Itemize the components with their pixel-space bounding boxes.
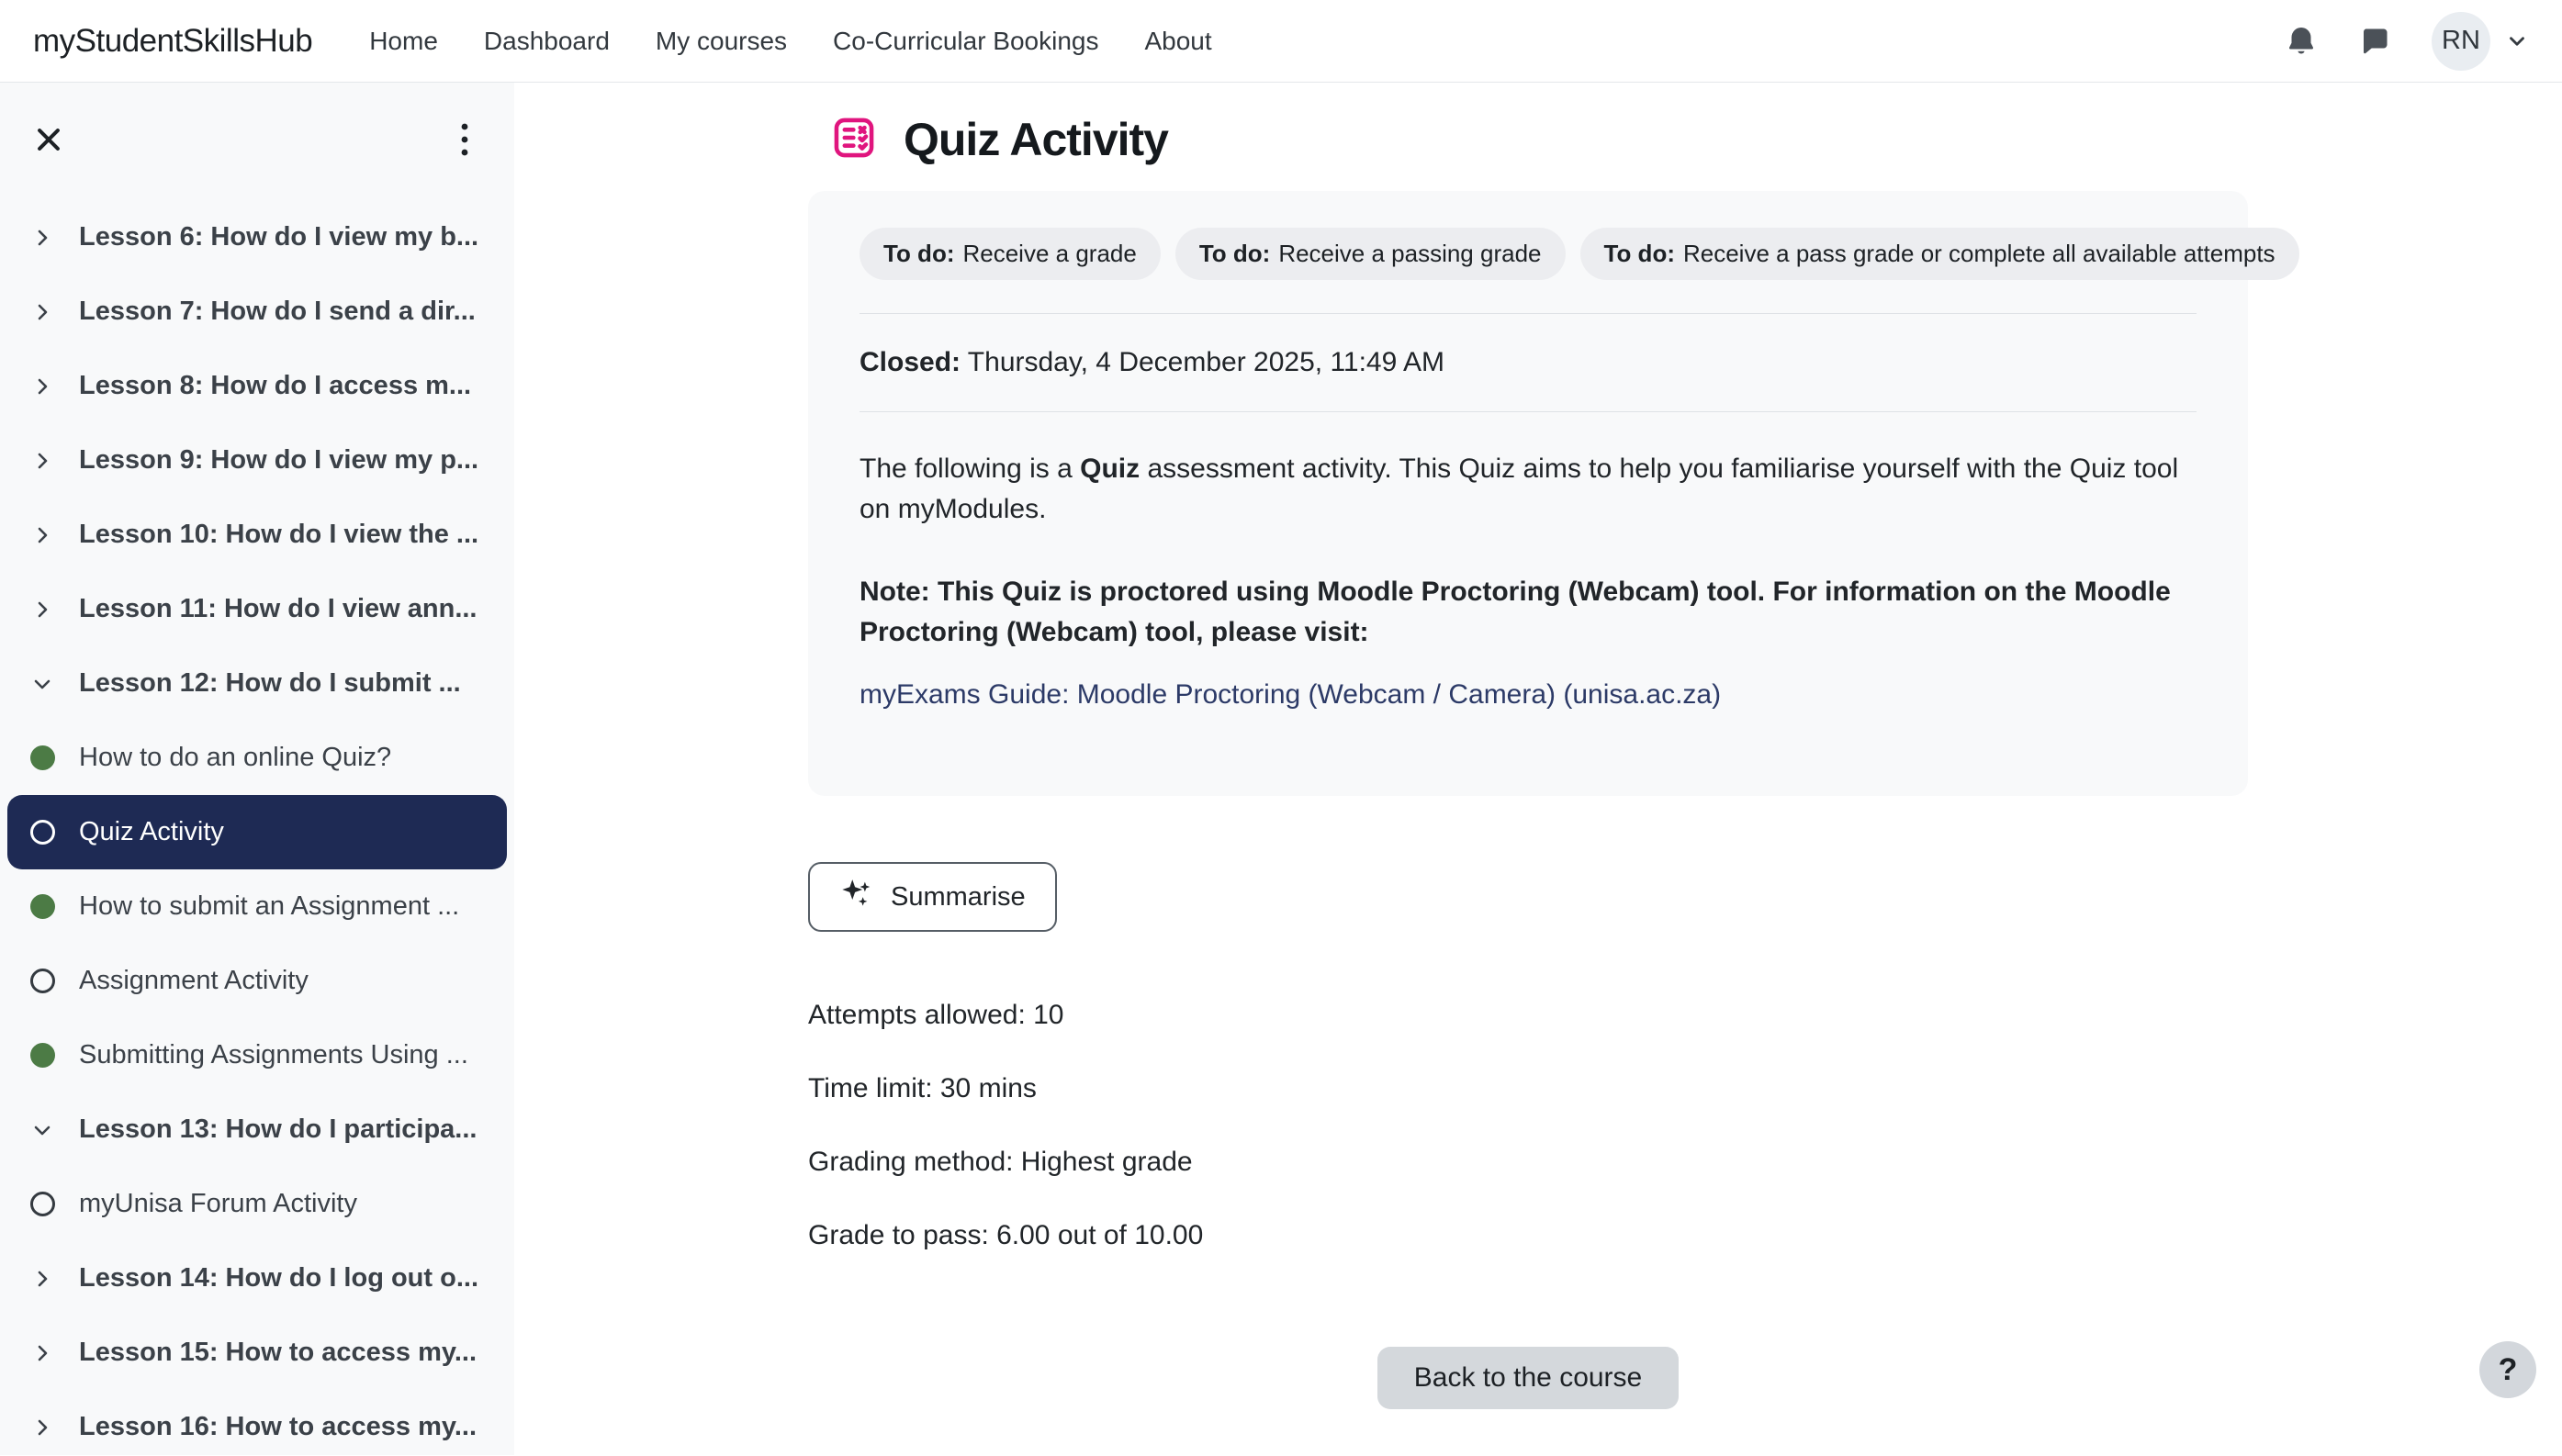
sidebar-item-label: Lesson 10: How do I view the ... — [79, 520, 479, 549]
divider — [860, 411, 2197, 412]
sidebar-item-lesson-10[interactable] — [7, 498, 507, 572]
sidebar-item-lesson-16[interactable] — [7, 1390, 507, 1455]
page-title: Quiz Activity — [904, 114, 1168, 165]
main-content — [514, 83, 2562, 1455]
sidebar-item-label: Quiz Activity — [79, 817, 224, 846]
avatar[interactable]: RN — [2432, 12, 2490, 71]
close-icon[interactable] — [33, 124, 64, 155]
divider — [860, 313, 2197, 314]
description-bold: Quiz — [1080, 454, 1141, 484]
time-limit: Time limit: 30 mins — [808, 1073, 1037, 1103]
grading-method: Grading method: Highest grade — [808, 1147, 1193, 1177]
sidebar-item-myunisa-forum-activity[interactable] — [7, 1167, 507, 1241]
chevron-right-icon — [29, 1342, 55, 1364]
sidebar-item-lesson-6[interactable] — [7, 200, 507, 274]
incomplete-dot-icon — [29, 969, 55, 993]
back-button-row — [808, 1347, 2248, 1409]
closed-label: Closed: — [860, 347, 961, 377]
sidebar-item-label: Lesson 6: How do I view my b... — [79, 222, 479, 252]
attempts-allowed: Attempts allowed: 10 — [808, 1000, 1064, 1030]
user-menu[interactable] — [2432, 12, 2529, 71]
todo-badge-text: Receive a pass grade or complete all available attempts — [1682, 240, 2275, 267]
drawer-header — [0, 83, 514, 196]
todo-badge — [1175, 228, 1566, 280]
sidebar-item-label: Submitting Assignments Using ... — [79, 1040, 468, 1070]
chevron-right-icon — [29, 524, 55, 546]
sidebar-item-label: How to do an online Quiz? — [79, 743, 392, 772]
incomplete-dot-icon — [29, 1192, 55, 1216]
sidebar-item-lesson-12[interactable] — [7, 646, 507, 721]
completed-dot-icon — [29, 745, 55, 770]
chevron-down-icon — [29, 673, 55, 695]
chevron-right-icon — [29, 1417, 55, 1439]
description-text: assessment activity. This Quiz aims to help you familiarise yourself with the Quiz tool on myModules. — [860, 454, 2179, 524]
closed-value: Thursday, 4 December 2025, 11:49 AM — [961, 347, 1444, 377]
todo-badge — [860, 228, 1161, 280]
chevron-right-icon — [29, 1268, 55, 1290]
sidebar-item-label: Lesson 15: How to access my... — [79, 1338, 478, 1367]
activity-heading — [830, 95, 2562, 184]
notifications-bell-icon[interactable] — [2285, 25, 2318, 58]
sidebar-item-label: How to submit an Assignment ... — [79, 891, 460, 921]
grade-to-pass: Grade to pass: 6.00 out of 10.00 — [808, 1220, 1204, 1250]
nav-item-my-courses[interactable]: My courses — [655, 26, 788, 55]
activity-description — [860, 449, 2197, 530]
chevron-right-icon — [29, 375, 55, 398]
sidebar-item-label: Lesson 11: How do I view ann... — [79, 594, 478, 623]
sidebar-item-lesson-13[interactable] — [7, 1092, 507, 1167]
todo-badge-text: Receive a grade — [962, 240, 1137, 267]
course-index-drawer — [0, 83, 514, 1455]
course-index-list — [0, 196, 514, 1455]
chevron-right-icon — [29, 599, 55, 621]
nav-item-co-curricular-bookings[interactable]: Co-Curricular Bookings — [833, 26, 1099, 55]
incomplete-dot-icon — [29, 820, 55, 845]
nav-item-dashboard[interactable]: Dashboard — [483, 26, 610, 55]
sidebar-item-label: Lesson 9: How do I view my p... — [79, 445, 479, 475]
sidebar-item-submitting-assignments[interactable] — [7, 1018, 507, 1092]
sidebar-item-lesson-14[interactable] — [7, 1241, 507, 1316]
sidebar-item-quiz-activity[interactable] — [7, 795, 507, 869]
myexams-guide-link[interactable]: myExams Guide: Moodle Proctoring (Webcam / Camera) (unisa.ac.za) — [860, 679, 1722, 710]
todo-badge-prefix: To do: — [1198, 240, 1271, 267]
sidebar-item-label: Lesson 12: How do I submit ... — [79, 668, 461, 698]
chevron-right-icon — [29, 227, 55, 249]
brand-logo[interactable]: myStudentSkillsHub — [33, 22, 313, 59]
quiz-icon — [830, 114, 878, 166]
completion-badges — [860, 228, 2275, 280]
messages-chat-icon[interactable] — [2358, 25, 2391, 58]
completed-dot-icon — [29, 894, 55, 919]
chevron-right-icon — [29, 450, 55, 472]
proctoring-note: Note: This Quiz is proctored using Moodle Proctoring (Webcam) tool. For information on the Moodle Proctoring (Webcam) tool, please visit: — [860, 577, 2171, 647]
sparkles-icon — [839, 876, 874, 918]
top-navbar — [0, 0, 2562, 83]
sidebar-item-label: Lesson 8: How do I access m... — [79, 371, 472, 400]
summarise-label: Summarise — [891, 881, 1026, 912]
sidebar-item-lesson-9[interactable] — [7, 423, 507, 498]
sidebar-item-lesson-11[interactable] — [7, 572, 507, 646]
back-to-course-button[interactable]: Back to the course — [1377, 1347, 1679, 1409]
sidebar-item-lesson-15[interactable] — [7, 1316, 507, 1390]
closed-date-line — [860, 347, 2197, 378]
sidebar-item-how-to-do-online-quiz[interactable] — [7, 721, 507, 795]
page-layout — [0, 83, 2562, 1455]
help-button[interactable]: ? — [2479, 1341, 2536, 1398]
nav-item-home[interactable]: Home — [369, 26, 438, 55]
sidebar-item-label: Assignment Activity — [79, 966, 309, 995]
sidebar-item-lesson-7[interactable] — [7, 274, 507, 349]
summarise-button[interactable] — [808, 862, 1057, 932]
sidebar-item-how-to-submit-assignment[interactable] — [7, 869, 507, 944]
todo-badge-prefix: To do: — [883, 240, 955, 267]
description-text: The following is a — [860, 454, 1081, 484]
sidebar-item-assignment-activity[interactable] — [7, 944, 507, 1018]
nav-links — [369, 27, 1211, 56]
navbar-right — [2285, 12, 2529, 71]
todo-badge — [1580, 228, 2299, 280]
sidebar-item-lesson-8[interactable] — [7, 349, 507, 423]
nav-item-about[interactable]: About — [1144, 26, 1212, 55]
sidebar-item-label: Lesson 14: How do I log out o... — [79, 1263, 478, 1293]
sidebar-item-label: Lesson 7: How do I send a dir... — [79, 297, 476, 326]
sidebar-item-label: myUnisa Forum Activity — [79, 1189, 357, 1218]
quiz-details — [808, 1000, 2562, 1251]
sidebar-item-label: Lesson 13: How do I participa... — [79, 1114, 478, 1144]
chevron-down-icon — [2505, 29, 2529, 53]
sidebar-item-label: Lesson 16: How to access my... — [79, 1412, 478, 1441]
todo-badge-text: Receive a passing grade — [1278, 240, 1542, 267]
kebab-menu-icon[interactable] — [459, 119, 470, 160]
chevron-right-icon — [29, 301, 55, 323]
completed-dot-icon — [29, 1043, 55, 1068]
activity-info-card — [808, 191, 2275, 796]
todo-badge-prefix: To do: — [1603, 240, 1675, 267]
chevron-down-icon — [29, 1119, 55, 1141]
